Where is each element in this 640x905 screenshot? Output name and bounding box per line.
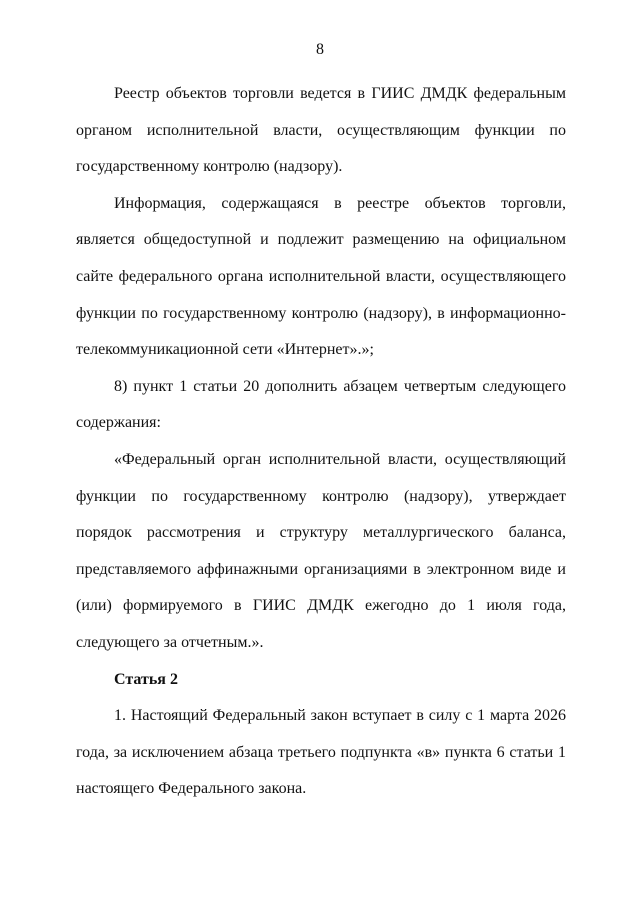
paragraph-quoted-amendment: «Федеральный орган исполнительной власти, осуществляющий функции по государственному контролю (надзору), утверждает порядок рассмотрения и структуру металлургического баланса, представляемого аффинажными организациями в электронном виде и (или) формируемого в ГИИС ДМДК ежегодно до 1 июля года, следующего за отчетным.». [76,450,566,651]
paragraph-item-8: 8) пункт 1 статьи 20 дополнить абзацем четвертым следующего содержания: [76,377,566,432]
page-number: 8 [316,41,324,58]
paragraph-registry-maintenance: Реестр объектов торговли ведется в ГИИС ДМДК федеральным органом исполнительной власти, осуществляющим функции по государственному контролю (надзору). [76,85,566,176]
document-body [76,76,566,808]
paragraph-registry-public-info: Информация, содержащаяся в реестре объектов торговли, является общедоступной и подлежит размещению на официальном сайте федерального органа исполнительной власти, осуществляющего функции по государственному контролю (надзору), в информационно-телекоммуникационной сети «Интернет».»; [76,194,566,359]
article-heading: Статья 2 [114,670,178,688]
paragraph-entry-into-force: 1. Настоящий Федеральный закон вступает в силу с 1 марта 2026 года, за исключением абзаца третьего подпункта «в» пункта 6 статьи 1 настоящего Федерального закона. [76,707,566,798]
